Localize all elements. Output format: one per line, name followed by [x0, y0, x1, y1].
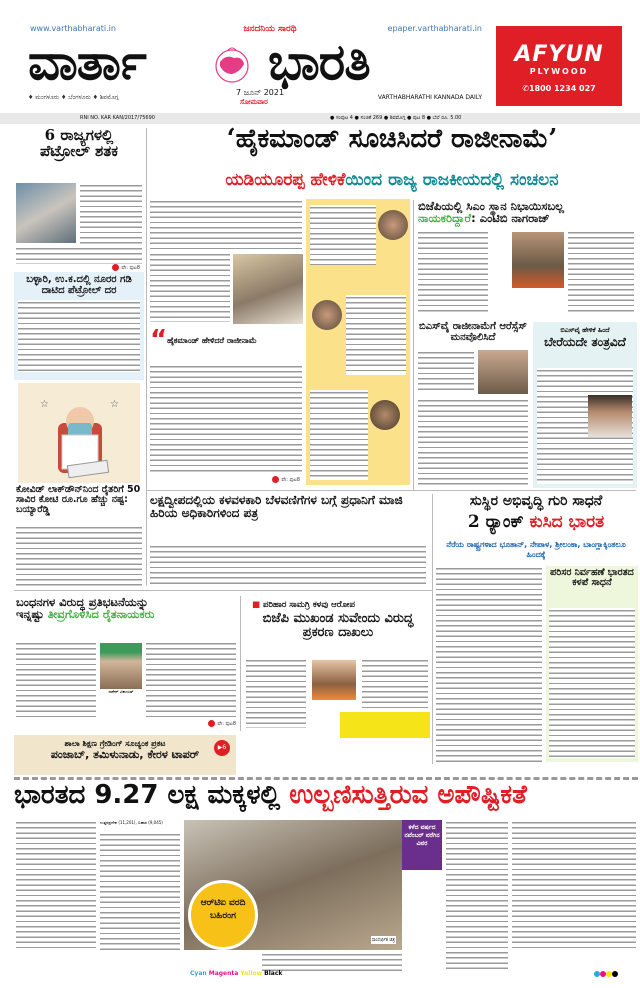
malnutrition-body-2 [100, 832, 180, 950]
purple-box: ಕಳೆದ ವರ್ಷದ ನವೆಂಬರ್ ವರೆಗಿನ ವಿವರ [402, 820, 442, 870]
malnutrition-figures: ಉತ್ತರಪ್ರದೇಶ (11,201), ಬಿಹಾರ (9,045) [100, 820, 163, 825]
bellary-headline[interactable]: ಬಳ್ಳಾರಿ, ಉ.ಕ.ದಲ್ಲಿ ನೂರರ ಗಡಿ ದಾಟಿದ ಪೆಟ್ರೋಲ್ ದರ [26, 274, 132, 296]
divider-h2 [14, 590, 432, 591]
svg-text:☆: ☆ [40, 399, 49, 410]
malnutrition-body-3 [262, 952, 402, 972]
bjp-cm-body-2 [568, 230, 634, 315]
lakshadweep-body [150, 544, 426, 584]
suvendu-kicker: ■ ಪರಿಹಾರ ಸಾಮಗ್ರಿ ಕಳವು ಆರೋಪ [252, 600, 355, 610]
print-marks [190, 970, 282, 977]
lead-sub-teal: ಯಿಂದ ರಾಜ್ಯ ರಾಜಕೀಯದಲ್ಲಿ ಸಂಚಲನ [345, 170, 559, 190]
col-divider [146, 128, 147, 586]
reaction-3-avatar [370, 400, 400, 430]
masthead-title-left: ವಾರ್ತಾ [28, 33, 146, 91]
school-page-ref[interactable]: ▶6 [214, 740, 230, 756]
sdg-rank: 2 ರ್‍ಯಾಂಕ್ [467, 512, 524, 532]
svg-text:☆: ☆ [110, 399, 119, 410]
bjp-cm-headline[interactable] [418, 200, 636, 224]
dks-headline[interactable]: ಬೇರೆಯದೇ ತಂತ್ರವಿದೆ [544, 335, 626, 349]
bjp-cm-body-1 [418, 230, 488, 315]
lead-source[interactable]: ಪೇ: ಪುಟ8 [250, 476, 300, 483]
malnutrition-body-4 [446, 820, 508, 970]
malnutrition-black: ಭಾರತದ 9.27 ಲಕ್ಷ ಮಕ್ಕಳಲ್ಲಿ [14, 780, 281, 810]
environment-body [549, 608, 635, 758]
issue-day: ಸೋಮವಾರ [240, 98, 268, 106]
cyan-mark: Cyan [190, 970, 207, 977]
quote-mark-icon: “ [150, 325, 168, 355]
rti-badge: ಆರ್‌ಟಿಐ ವರದಿ ಬಹಿರಂಗ [188, 880, 258, 950]
photo-credit: ಸಾಂದರ್ಭಿಕ ಚಿತ್ರ [371, 938, 395, 943]
globe-logo-icon [212, 44, 252, 88]
malnutrition-red: ಉಲ್ಬಣಿಸುತ್ತಿರುವ ಅಪೌಷ್ಟಿಕತೆ [289, 780, 527, 810]
petrol-photo [16, 183, 76, 243]
tikait-caption: ರಾಕೇಶ್ ಟಿಕಾಯತ್ [100, 689, 142, 694]
bjp-cm-line-1: ಬಿಜೆಪಿಯಲ್ಲಿ ಸಿಎಂ ಸ್ಥಾನ ನಿಭಾಯಿಸಬಲ್ಲ [418, 199, 564, 213]
col-divider-3 [432, 494, 433, 764]
malnutrition-body-1 [16, 820, 96, 950]
school-kicker: ಶಾಲಾ ಶಿಕ್ಷಣ ಗ್ರೇಡಿಂಗ್ ಸೂಚ್ಯಂಕ ಪ್ರಕಟ [64, 739, 166, 748]
epaper-url[interactable]: epaper.varthabharati.in [387, 24, 482, 33]
bjp-cm-line-2: ನಾಯಕರಿದ್ದಾರೆ: ಎಂಟಿಬಿ ನಾಗರಾಜ್ [418, 211, 550, 226]
sdg-body [436, 566, 542, 762]
sdg-slip: ಕುಸಿದ ಭಾರತ [529, 512, 605, 532]
quote-text: ಹೈಕಮಾಂಡ್ ಹೇಳಿದರೆ ರಾಜೀನಾಮೆ [167, 336, 257, 345]
suvendu-body-1 [246, 658, 306, 728]
reaction-2-avatar [312, 300, 342, 330]
environment-headline[interactable]: ಪರಿಸರ ನಿರ್ವಹಣೆ ಭಾರತದ ಕಳಪೆ ಸಾಧನೆ [550, 567, 634, 588]
rni-number: RNI NO. KAR KAN/2017/75690 [80, 115, 155, 121]
info-bar [0, 113, 640, 124]
registration-dots-icon [594, 962, 618, 981]
masthead-tagline: ಜನದನಿಯ ಸಾರಥಿ [243, 24, 297, 34]
website-url[interactable]: www.varthabharati.in [30, 24, 116, 33]
covid-headline[interactable]: ಕೋವಿಡ್ ಲಾಕ್‌ಡೌನ್‌ನಿಂದ ರೈತರಿಗೆ 50 ಸಾವಿರ ಕೋಟಿ ರೂ.ಗೂ ಹೆಚ್ಚು ನಷ್ಟ: ಬಯ್ಯಾರೆಡ್ಡಿ [16, 484, 141, 515]
petrol-body-2 [16, 246, 142, 264]
masthead-title-right: ಭಾರತಿ [268, 33, 370, 91]
lead-intro [150, 199, 302, 249]
farmers-headline[interactable] [16, 596, 236, 620]
suvendu-body-2 [362, 658, 428, 708]
lead-subheadline[interactable] [150, 172, 634, 190]
sdg-headline-2[interactable] [436, 514, 636, 532]
lakshadweep-headline[interactable]: ಲಕ್ಷದ್ವೀಪದಲ್ಲಿಯ ಕಳವಳಕಾರಿ ಬೆಳವಣಿಗೆಗಳ ಬಗ್ಗೆ ಪ್ರಧಾನಿಗೆ ಮಾಜಿ ಹಿರಿಯ ಅಧಿಕಾರಿಗಳಿಂದ ಪತ್ರ [150, 493, 403, 520]
farmers-line-2: ಇನ್ನಷ್ಟು ತೀವ್ರಗೊಳಿಸಿದ ರೈತನಾಯಕರು [16, 607, 155, 622]
issue-date: 7 ಜೂನ್ 2021 [236, 88, 285, 97]
bsy-resign-body-1 [418, 350, 474, 390]
farmers-line-1: ಬಂಧನಗಳ ವಿರುದ್ಧ ಪ್ರತಿಭಟನೆಯನ್ನು [16, 595, 149, 609]
reaction-2 [346, 295, 406, 375]
bsy-resign-body-2 [418, 398, 528, 488]
farmers-body-2 [146, 641, 236, 719]
divider-h1 [146, 490, 636, 491]
farmers-source[interactable]: ಪೇ: ಪುಟ8 [190, 720, 236, 727]
suvendu-headline[interactable]: ಬಿಜೆಪಿ ಮುಖಂಡ ಸುವೇಂದು ವಿರುದ್ಧ ಪ್ರಕರಣ ದಾಖಲು [262, 611, 414, 640]
ad-phone: ✆1800 1234 027 [522, 84, 596, 93]
yellow-mark: Yellow [240, 970, 263, 977]
reaction-1-avatar [378, 210, 408, 240]
lead-body-1 [150, 252, 230, 322]
editions: ♦ ಮಂಗಳೂರು ♦ ಬೆಂಗಳೂರು ♦ ಶಿವಮೊಗ್ಗ [28, 94, 119, 101]
petrol-body [80, 183, 142, 245]
malnutrition-headline[interactable] [14, 782, 638, 809]
tikait-photo [100, 643, 142, 689]
english-name: VARTHABHARATHI KANNADA DAILY [377, 94, 482, 101]
reaction-1 [310, 205, 376, 265]
petrol-source[interactable]: ಪೇ: ಪುಟ8 [90, 264, 140, 271]
sdg-sub: ನೆರೆಯ ರಾಷ್ಟ್ರಗಳಾದ ಭೂತಾನ್, ನೇಪಾಳ, ಶ್ರೀಲಂಕಾ, ಬಾಂಗ್ಲಾಕ್ಕಿಂತಲೂ ಹಿಂದಕ್ಕೆ [446, 540, 626, 559]
dks-photo [588, 395, 632, 437]
petrol-headline[interactable]: 6 ರಾಜ್ಯಗಳಲ್ಲಿ ಪೆಟ್ರೋಲ್ ಶತಕ [40, 126, 118, 160]
lead-sub-red: ಯಡಿಯೂರಪ್ಪ ಹೇಳಿಕೆ [225, 170, 346, 190]
malnutrition-body-5 [512, 820, 636, 950]
lead-headline[interactable]: ‘ಹೈಕಮಾಂಡ್ ಸೂಚಿಸಿದರೆ ರಾಜೀನಾಮೆ’ [226, 124, 558, 154]
issue-details: ● ಸಂಪುಟ 4 ● ಸಂಚಿಕೆ 269 ● ಶಿವಮೊಗ್ಗ ● ಪುಟ 8 ● ಬೆಲೆ ರೂ. 5.00 [330, 115, 462, 121]
col-divider-2 [413, 200, 414, 490]
suvendu-yellow-note [340, 712, 430, 738]
cartoon [18, 383, 140, 483]
col-divider-4 [240, 596, 241, 731]
reaction-3 [310, 390, 368, 480]
school-box[interactable] [14, 735, 236, 775]
covid-body [16, 525, 142, 587]
ad-sub: PLYWOOD [529, 67, 589, 76]
dks-kicker: ಬಿಎಸ್‌ವೈ ಹೇಳಿಕೆ ಹಿಂದೆ [560, 326, 610, 334]
square-bullet-icon: ■ [252, 600, 263, 610]
school-headline: ಪಂಜಾಬ್, ತಮಿಳುನಾಡು, ಕೇರಳ ಟಾಪರ್ [50, 748, 200, 761]
bellary-body [18, 300, 140, 372]
rss-leader-photo [478, 350, 528, 394]
farmers-body-1 [16, 641, 96, 719]
bsy-photo [233, 254, 303, 324]
black-mark: Black [264, 970, 283, 977]
sdg-headline-1[interactable]: ಸುಸ್ಥಿರ ಅಭಿವೃದ್ಧಿ ಗುರಿ ಸಾಧನೆ [469, 493, 603, 509]
afyun-ad[interactable] [496, 26, 622, 106]
magenta-mark: Magenta [208, 970, 239, 977]
lead-body-2 [150, 364, 302, 474]
ad-brand: AFYUN [514, 42, 604, 67]
mtb-photo [512, 232, 564, 288]
bsy-resign-headline[interactable]: ಬಿಎಸ್‌ವೈ ರಾಜೀನಾಮೆಗೆ ಆರೆಸ್ಸೆಸ್ ಮನವೊಲಿಸಿದೆ [419, 321, 527, 343]
suvendu-photo [312, 660, 356, 700]
